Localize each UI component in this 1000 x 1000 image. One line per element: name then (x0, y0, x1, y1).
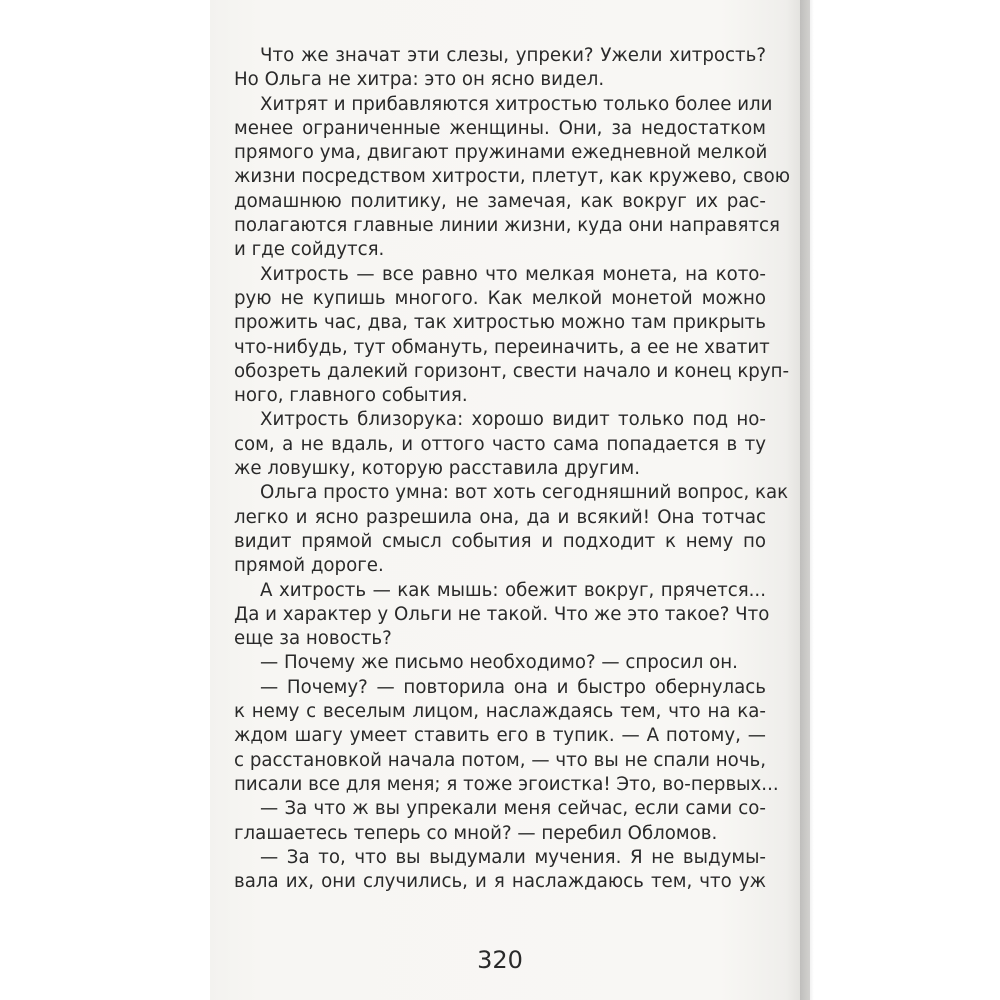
text-line: видит прямой смысл события и подходит к нему по (234, 530, 766, 552)
text-line: — Почему же письмо необходимо? — спросил он. (260, 652, 738, 674)
text-line: и где сойдутся. (234, 239, 385, 261)
text-line: прожить час, два, так хитростью можно там прикрыть (234, 312, 766, 334)
body-text (234, 44, 791, 894)
text-line: Хитрость — все равно что мелкая монета, на кото- (260, 263, 766, 285)
text-line: вала их, они случились, и я наслаждаюсь тем, что уж (234, 871, 766, 893)
text-line: ждом шагу умеет ставить его в тупик. — А потому, — (234, 725, 766, 747)
text-line: легко и ясно разрешила она, да и всякий! Она тотчас (234, 506, 766, 528)
text-line: Хитрость близорука: хорошо видит только под но- (260, 409, 766, 431)
text-line: жизни посредством хитрости, плетут, как кружево, свою (234, 166, 791, 188)
text-line: же ловушку, которую расставила другим. (234, 458, 641, 480)
text-line: ного, главного события. (234, 385, 468, 407)
text-line: сом, а не вдаль, и оттого часто сама попадается в ту (234, 433, 766, 455)
text-line: обозреть далекий горизонт, свести начало и конец круп- (234, 360, 790, 382)
text-line: — За то, что вы выдумали мучения. Я не выдумы- (260, 846, 766, 868)
text-line: Да и характер у Ольги не такой. Что же это такое? Что (234, 603, 770, 625)
text-line: А хитрость — как мышь: обежит вокруг, прячется... (260, 579, 766, 601)
text-line: Ольга просто умна: вот хоть сегодняшний вопрос, как (260, 482, 789, 504)
text-line: Но Ольга не хитра: это он ясно видел. (234, 69, 605, 91)
text-line: писали все для меня; я тоже эгоистка! Это, во-первых... (234, 773, 779, 795)
text-line: глашаетесь теперь со мной? — перебил Обломов. (234, 822, 718, 844)
text-line: прямого ума, двигают пружинами ежедневной мелкой (234, 142, 768, 164)
text-line: Хитрят и прибавляются хитростью только более или (260, 93, 773, 115)
page-edge-shadow (800, 0, 814, 1000)
text-line: менее ограниченные женщины. Они, за недостатком (234, 117, 766, 139)
text-line: к нему с веселым лицом, наслаждаясь тем, что на ка- (234, 701, 766, 723)
text-line: что-нибудь, тут обмануть, переиначить, а ее не хватит (234, 336, 770, 358)
text-line: Что же значат эти слезы, упреки? Ужели хитрость? (260, 45, 766, 66)
text-line: рую не купишь многого. Как мелкой монетой можно (234, 287, 766, 309)
text-line: — Почему? — повторила она и быстро обернулась (260, 676, 766, 698)
text-line: прямой дороге. (234, 555, 384, 577)
text-line: полагаются главные линии жизни, куда они направятся (234, 215, 780, 237)
text-line: с расстановкой начала потом, — что вы не спали ночь, (234, 749, 766, 771)
page-number: 320 (477, 946, 523, 974)
text-line: еще за новость? (234, 628, 392, 650)
text-line: — За что ж вы упрекали меня сейчас, если сами со- (260, 798, 766, 820)
text-line: домашнюю политику, не замечая, как вокруг их рас- (234, 190, 766, 212)
